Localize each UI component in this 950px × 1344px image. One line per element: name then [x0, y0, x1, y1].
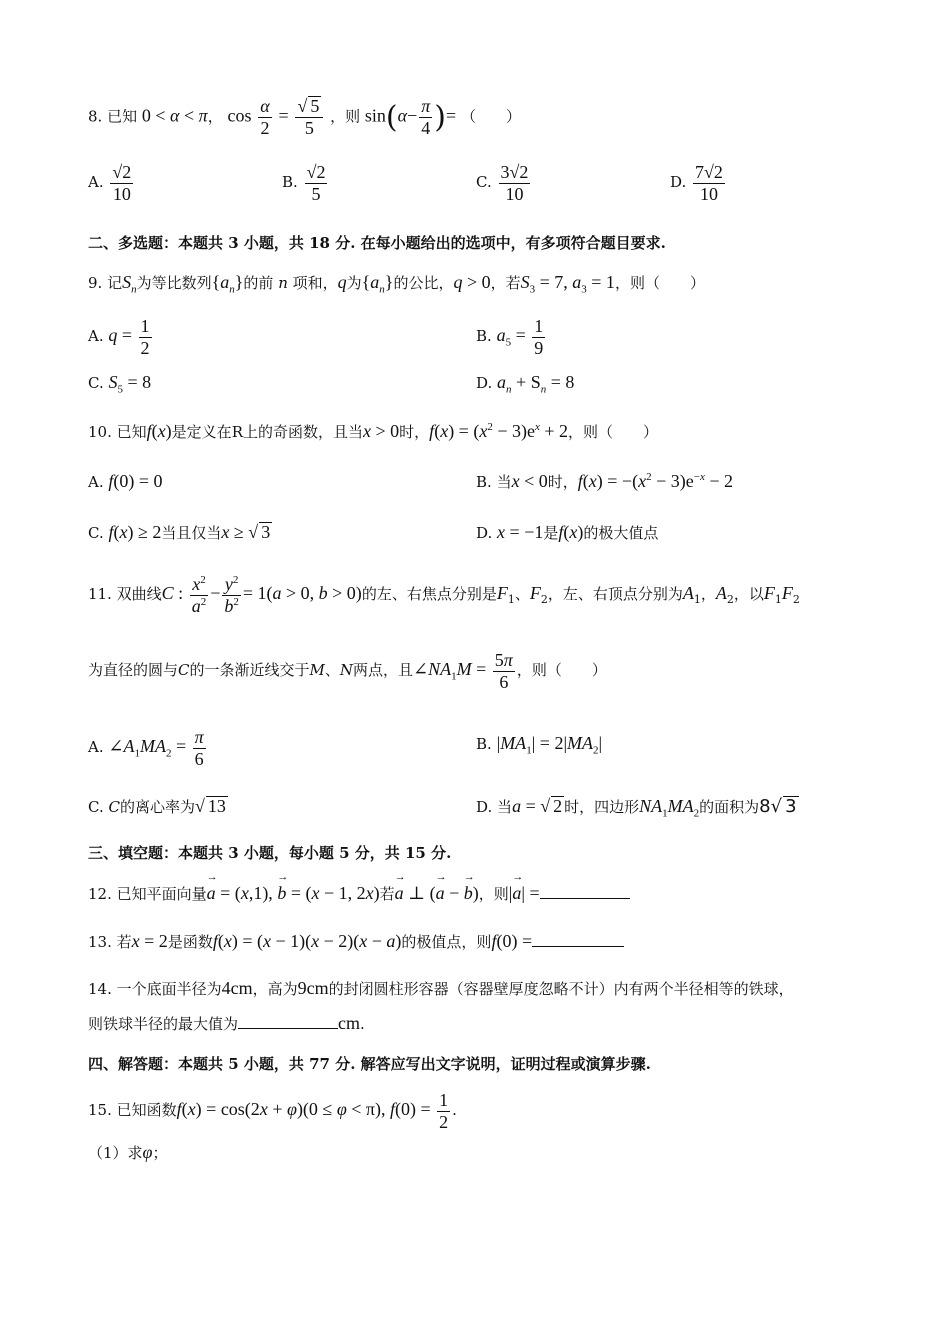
- stem-text: 记: [107, 274, 123, 292]
- stem-text: 已知: [116, 423, 147, 441]
- option-label: D.: [476, 798, 493, 816]
- stem-text: 若: [116, 933, 132, 951]
- stem-text: 是函数: [167, 933, 213, 951]
- section-heading: 四、解答题：本题共 5 小题，共 77 分. 解答应写出文字说明，证明过程或演算步骤.: [88, 1055, 651, 1073]
- stem-text: 则铁球半径的最大值为: [88, 1015, 239, 1033]
- stem-text: 两点，且: [353, 661, 414, 680]
- q10-option-c[interactable]: C. f(x) ≥ 2当且仅当x ≥ √ 3: [88, 522, 271, 542]
- q9-option-c[interactable]: C. $S_5 = 8$: [88, 372, 152, 396]
- option-label: C.: [88, 524, 104, 542]
- fraction: $\frac{1}{2}$: [140, 316, 150, 358]
- option-label: A.: [88, 738, 104, 757]
- answer-blank[interactable]: [540, 882, 630, 899]
- q8-option-c[interactable]: [476, 162, 532, 204]
- q10-option-d[interactable]: D. x = −1是f(x)的极大值点: [476, 522, 659, 542]
- question-number: 10.: [88, 423, 112, 441]
- stem-text: ，若: [490, 274, 521, 292]
- q9-option-b[interactable]: B. $a_5$ = $\frac{1}{9}$: [476, 316, 544, 358]
- option-label: A.: [88, 173, 104, 192]
- option-label: A.: [88, 473, 104, 491]
- fraction: $\frac{3√2}{10}$: [500, 162, 529, 204]
- stem-text: 、: [324, 661, 340, 680]
- option-label: D.: [670, 173, 687, 192]
- sub-question: ；: [152, 1144, 168, 1162]
- q8-option-b[interactable]: [282, 162, 329, 204]
- q11-option-d[interactable]: D. 当a = √ 2 时，四边形$NA_1MA_2$的面积为8√ 3: [476, 796, 797, 820]
- fraction: $\frac{\pi}{4}$: [421, 96, 431, 138]
- stem-text: ，则（ ）: [568, 423, 659, 441]
- option-label: A.: [88, 327, 104, 346]
- fraction: $\frac{√ 5}{5}$: [295, 96, 323, 138]
- fraction: $\frac{7√2}{10}$: [695, 162, 723, 204]
- question-number: 8.: [88, 107, 103, 126]
- option-label: D.: [476, 524, 493, 542]
- stem-text: 若: [379, 885, 395, 903]
- q9-option-a[interactable]: A. q = $\frac{1}{2}$: [88, 316, 150, 358]
- answer-blank[interactable]: [238, 1012, 338, 1029]
- q10-option-a[interactable]: A. f(0) = 0: [88, 471, 163, 491]
- stem-text: 已知平面向量: [116, 885, 207, 903]
- q9-option-d[interactable]: D. $a_n + S_n = 8$: [476, 372, 575, 396]
- sub-question: （1）求: [88, 1144, 143, 1162]
- option-label: B.: [476, 473, 492, 491]
- stem-text: ，则: [330, 107, 361, 126]
- question-9: 9. 记$S_n$为等比数列$\{a_n\}$的前 n 项和，q为$\{a_n\}$的公比，q > 0，若$S_3 = 7$, $a_3 = 1$，则（ ）: [88, 272, 705, 296]
- question-12: 12. 已知平面向量→ a = (x,1), → b = (x − 1, 2x)若→ a ⊥ (→ a − → b)，则|→ a| =: [88, 882, 630, 904]
- question-number: 15.: [88, 1101, 112, 1120]
- option-label: B.: [476, 327, 492, 346]
- option-text: 是: [543, 524, 559, 542]
- stem-text: ，: [207, 107, 223, 126]
- stem-text: ，则（ ）: [614, 274, 705, 292]
- stem-text: 、: [514, 585, 530, 604]
- stem-text: .: [360, 1015, 365, 1033]
- q11-option-b[interactable]: B. $|MA_1| = 2|MA_2|$: [476, 733, 603, 757]
- question-11-line-2: 为直径的圆与C的一条渐近线交于M、N两点，且$\angle NA_1M$ = $\frac{5\pi}{6}$ ，则（ ）: [88, 650, 607, 692]
- fraction: $\frac{1}{9}$: [534, 316, 544, 358]
- stem-text: 已知: [107, 107, 138, 126]
- stem-text: ，以: [733, 585, 764, 604]
- section-heading: 三、填空题：本题共 3 小题，每小题 5 分，共 15 分.: [88, 844, 452, 862]
- fraction: $\frac{x^2}{a^2}$: [191, 574, 207, 616]
- stem-text: 的一条渐近线交于: [189, 661, 310, 680]
- stem-text: ，高为: [252, 980, 298, 998]
- answer-paren: （ ）: [460, 107, 521, 126]
- option-text: 时，: [547, 473, 578, 491]
- question-15: 15. 已知函数f(x) = cos(2x + φ)(0 ≤ φ < π), f(0) = $\frac{1}{2}$ .: [88, 1090, 457, 1132]
- stem-text: 项和，: [292, 274, 338, 292]
- value: 4cm: [221, 978, 253, 998]
- stem-text: ，: [700, 585, 716, 604]
- stem-text: .: [452, 1101, 457, 1120]
- question-10: 10. 已知f(x)是定义在R上的奇函数，且当x > 0时，$f(x) = (x^2 - 3)e^x + 2$，则（ ）: [88, 421, 659, 441]
- option-text: 当且仅当: [161, 524, 222, 542]
- option-text: 的面积为: [699, 798, 760, 816]
- stem-text: 一个底面半径为: [116, 980, 222, 998]
- question-14-line-2: [88, 1012, 365, 1034]
- question-number: 14.: [88, 980, 112, 998]
- stem-text: R: [231, 423, 243, 441]
- stem-text: ，则（ ）: [516, 661, 607, 680]
- fraction: $\frac{\alpha}{2}$: [260, 96, 270, 138]
- question-11: 11. 双曲线C : $\frac{x^2}{a^2}$ − $\frac{y^2}{b^2}$ = 1(a > 0, b > 0)的左、右焦点分别是$F_1$、$F_2$，左、右顶点分别为$A_1$，$A_2$，以$F_1F_2$: [88, 574, 800, 616]
- stem-text: ，左、右顶点分别为: [547, 585, 683, 604]
- stem-text: ，则: [478, 885, 509, 903]
- option-label: D.: [476, 374, 493, 392]
- stem-text: 是定义在: [171, 423, 232, 441]
- value: 9cm: [297, 978, 329, 998]
- answer-blank[interactable]: [532, 930, 624, 947]
- q8-option-d[interactable]: [670, 162, 727, 204]
- question-number: 13.: [88, 933, 112, 951]
- question-15-part-1: （1）求φ；: [88, 1142, 168, 1162]
- option-label: C.: [476, 173, 492, 192]
- stem-text: 的极值点，则: [401, 933, 492, 951]
- option-text: 的离心率为: [119, 798, 195, 816]
- option-label: B.: [282, 173, 298, 192]
- option-label: C.: [88, 374, 104, 392]
- stem-text: 时，: [399, 423, 430, 441]
- unit: cm: [338, 1013, 361, 1033]
- option-text: 的极大值点: [583, 524, 659, 542]
- stem-text: 为: [346, 274, 362, 292]
- question-number: 9.: [88, 274, 103, 292]
- fraction: $\frac{5\pi}{6}$: [494, 650, 513, 692]
- stem-text: 的公比，: [393, 274, 454, 292]
- q8-option-a[interactable]: [88, 162, 135, 204]
- fraction: $\frac{y^2}{b^2}$: [224, 574, 239, 616]
- fraction: $\frac{1}{2}$: [439, 1090, 449, 1132]
- stem-text: 已知函数: [116, 1101, 177, 1120]
- option-text: 当: [497, 798, 513, 816]
- option-label: C.: [88, 798, 104, 816]
- fraction: $\frac{√2}{5}$: [306, 162, 326, 204]
- q11-option-a[interactable]: A. $\angle A_1MA_2$ = $\frac{\pi}{6}$: [88, 727, 204, 769]
- option-text: 当: [496, 473, 512, 491]
- q10-option-b[interactable]: B. 当x < 0时，$f(x) = -(x^2 - 3)e^{-x} - 2$: [476, 471, 733, 491]
- stem-text: 上的奇函数，且当: [242, 423, 363, 441]
- stem-text: 为等比数列: [136, 274, 212, 292]
- stem-text: 的左、右焦点分别是: [361, 585, 497, 604]
- question-14: [88, 978, 794, 999]
- question-8: 8. 已知 0 < α < π， cos $\frac{\alpha}{2}$ = $\frac{√ 5}{5}$ ，则 sin(α− $\frac{\pi}{4}$ )= （ ）: [88, 96, 521, 138]
- question-number: 12.: [88, 885, 112, 903]
- option-text: 时，四边形: [564, 798, 640, 816]
- fraction: $\frac{√2}{10}$: [112, 162, 132, 204]
- stem-text: 的封闭圆柱形容器（容器壁厚度忽略不计）内有两个半径相等的铁球，: [328, 980, 794, 998]
- stem-text: 为直径的圆与: [88, 661, 179, 680]
- option-label: B.: [476, 735, 492, 753]
- question-13: 13. 若x = 2是函数f(x) = (x − 1)(x − 2)(x − a)的极值点，则f(0) =: [88, 930, 624, 952]
- stem-text: 双曲线: [116, 585, 162, 604]
- question-number: 11.: [88, 585, 112, 604]
- fraction: $\frac{\pi}{6}$: [194, 727, 204, 769]
- section-heading: 二、多选题：本题共 3 小题，共 18 分. 在每小题给出的选项中，有多项符合题目要求.: [88, 234, 666, 252]
- stem-text: 的前: [243, 274, 274, 292]
- q11-option-c[interactable]: C. C的离心率为√ 13: [88, 796, 226, 816]
